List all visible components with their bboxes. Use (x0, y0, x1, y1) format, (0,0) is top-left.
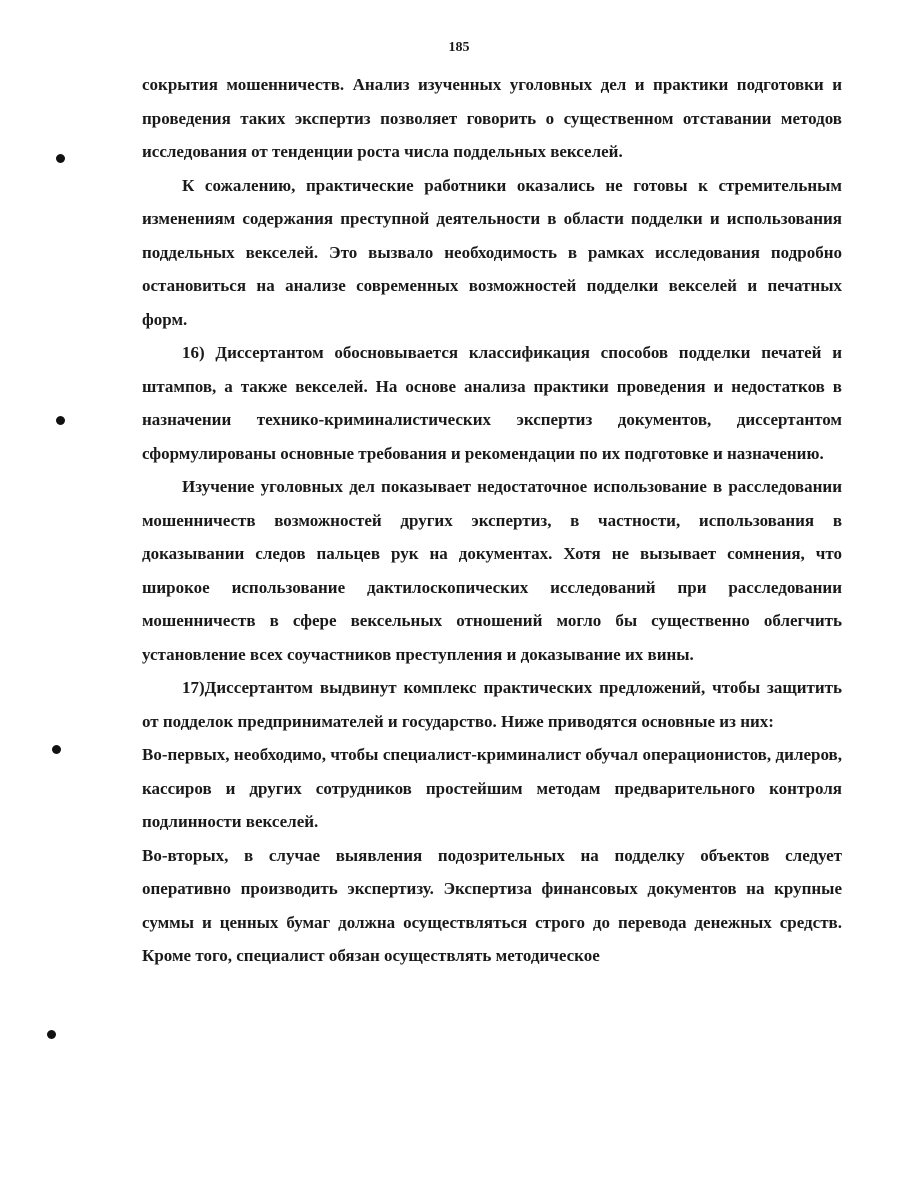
paragraph-7: Во-вторых, в случае выявления подозрительных на подделку объектов следует оперативно производить экспертизу. Экспертиза финансовых документов на крупные суммы и ценных бумаг должна осуществляться строго до перевода денежных средств. Кроме того, специалист обязан осуществлять методическое (142, 845, 842, 965)
page-number: 185 (448, 40, 470, 55)
paragraph-3: 16) Диссертантом обосновывается классификация способов подделки печатей и штампов, а также векселей. На основе анализа практики проведения и недостатков в назначении технико-криминалистических экспертиз документов, диссертантом сформулированы основные требования и рекомендации по их подготовке и назначению. (142, 343, 842, 463)
paragraph-2: К сожалению, практические работники оказались не готовы к стремительным изменениям содержания преступной деятельности в области подделки и использования поддельных векселей. Это вызвало необходимость в рамках исследования подробно остановиться на анализе современных возможностей подделки векселей и печатных форм. (142, 175, 842, 329)
paragraph-6: Во-первых, необходимо, чтобы специалист-криминалист обучал операционистов, дилеров, кассиров и других сотрудников простейшим методам предварительного контроля подлинности векселей. (142, 745, 842, 831)
paragraph-4: Изучение уголовных дел показывает недостаточное использование в расследовании мошенничеств возможностей других экспертиз, в частности, использования в доказывании следов пальцев рук на документах. Хотя не вызывает сомнения, что широкое использование дактилоскопических исследований при расследовании мошенничеств в сфере вексельных отношений могло бы существенно облегчить установление всех соучастников преступления и доказывание их вины. (142, 477, 842, 664)
binding-hole-dot-icon (52, 745, 61, 754)
body-text (142, 68, 842, 973)
paragraph-5: 17)Диссертантом выдвинут комплекс практических предложений, чтобы защитить от подделок предпринимателей и государство. Ниже приводятся основные из них: (142, 678, 842, 731)
binding-hole-dot-icon (56, 154, 65, 163)
paragraph-1: сокрытия мошенничеств. Анализ изученных уголовных дел и практики подготовки и проведения таких экспертиз позволяет говорить о существенном отставании методов исследования от тенденции роста числа поддельных векселей. (142, 75, 842, 161)
binding-hole-dot-icon (56, 416, 65, 425)
binding-hole-dot-icon (47, 1030, 56, 1039)
